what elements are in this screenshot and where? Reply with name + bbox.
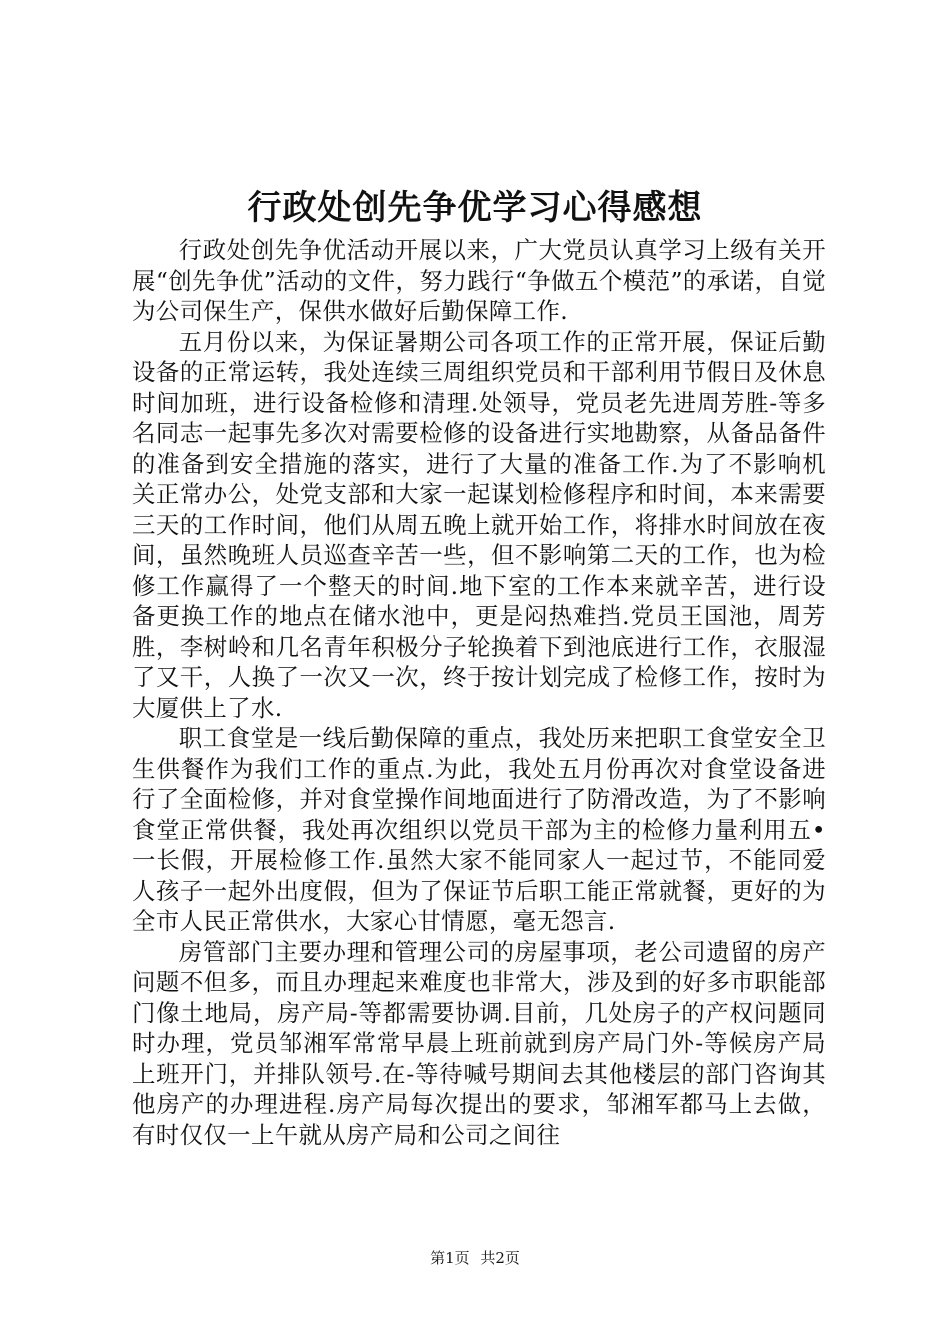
document-body — [132, 235, 826, 1150]
paragraph-4: 房管部门主要办理和管理公司的房屋事项，老公司遗留的房产问题不但多，而且办理起来难度也非常大，涉及到的好多市职能部门像土地局，房产局-等都需要协调.目前，几处房子的产权问题同时办理，党员邹湘军常常早晨上班前就到房产局门外-等候房产局上班开门，并排队领号.在-等待喊号期间去其他楼层的部门咨询其他房产的办理进程.房产局每次提出的要求，邹湘军都马上去做，有时仅仅一上午就从房产局和公司之间往 — [132, 937, 826, 1149]
paragraph-1: 行政处创先争优活动开展以来，广大党员认真学习上级有关开展“创先争优”活动的文件，努力践行“争做五个模范”的承诺，自觉为公司保生产，保供水做好后勤保障工作. — [132, 236, 826, 325]
page-total: 共2页 — [480, 1249, 520, 1267]
paragraph-3: 职工食堂是一线后勤保障的重点，我处历来把职工食堂安全卫生供餐作为我们工作的重点.为此，我处五月份再次对食堂设备进行了全面检修，并对食堂操作间地面进行了防滑改造，为了不影响食堂正常供餐，我处再次组织以党员干部为主的检修力量利用五•一长假，开展检修工作.虽然大家不能同家人一起过节，不能同爱人孩子一起外出度假，但为了保证节后职工能正常就餐，更好的为全市人民正常供水，大家心甘情愿，毫无怨言. — [132, 724, 826, 935]
document-title: 行政处创先争优学习心得感想 — [247, 188, 703, 228]
paragraph-2: 五月份以来，为保证暑期公司各项工作的正常开展，保证后勤设备的正常运转，我处连续三周组织党员和干部利用节假日及休息时间加班，进行设备检修和清理.处领导，党员老先进周芳胜-等多名同志一起事先多次对需要检修的设备进行实地勘察，从备品备件的准备到安全措施的落实，进行了大量的准备工作.为了不影响机关正常办公，处党支部和大家一起谋划检修程序和时间，本来需要三天的工作时间，他们从周五晚上就开始工作，将排水时间放在夜间，虽然晚班人员巡查辛苦一些，但不影响第二天的工作，也为检修工作赢得了一个整天的时间.地下室的工作本来就辛苦，进行设备更换工作的地点在储水池中，更是闷热难挡.党员王国池，周芳胜，李树岭和几名青年积极分子轮换着下到池底进行工作，衣服湿了又干，人换了一次又一次，终于按计划完成了检修工作，按时为大厦供上了水. — [132, 327, 826, 722]
page-number: 第1页 — [430, 1249, 470, 1267]
page-footer — [0, 1248, 950, 1268]
